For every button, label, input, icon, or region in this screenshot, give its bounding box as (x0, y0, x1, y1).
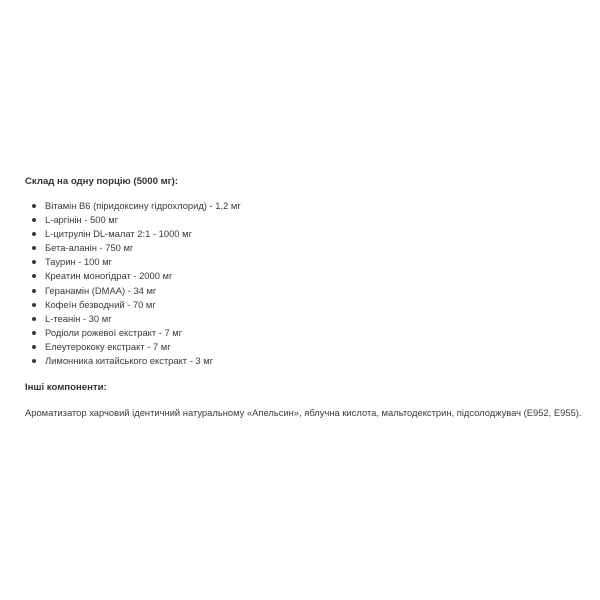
list-item (25, 227, 241, 241)
ingredient-text: Креатин моногідрат - 2000 мг (45, 270, 173, 282)
list-item (25, 241, 241, 255)
list-item (25, 354, 241, 368)
ingredient-text: Елеутерококу екстракт - 7 мг (45, 340, 171, 352)
list-item (25, 312, 241, 326)
ingredient-text: Вітамін В6 (піридоксину гідрохлорид) - 1,2 мг (45, 200, 241, 211)
ingredient-text: L-теанін - 30 мг (45, 312, 112, 324)
bullet-icon (32, 246, 36, 250)
list-item (25, 255, 241, 269)
ingredient-text: L-цитрулін DL-малат 2:1 - 1000 мг (45, 228, 192, 240)
bullet-icon (32, 218, 36, 222)
ingredient-text: Бета-аланін - 750 мг (45, 242, 134, 254)
bullet-icon (32, 289, 36, 293)
list-item (25, 298, 241, 312)
other-components-heading: Інші компоненти: (25, 382, 107, 393)
list-item (25, 199, 241, 213)
bullet-icon (32, 303, 36, 307)
bullet-icon (32, 317, 36, 321)
bullet-icon (32, 274, 36, 278)
ingredient-list (25, 199, 241, 368)
bullet-icon (32, 331, 36, 335)
list-item (25, 284, 241, 298)
ingredient-text: Кофеїн безводний - 70 мг (45, 298, 156, 310)
ingredient-text: Лимонника китайського екстракт - 3 мг (45, 355, 214, 367)
list-item (25, 340, 241, 354)
bullet-icon (32, 232, 36, 236)
composition-heading: Склад на одну порцію (5000 мг): (25, 176, 179, 187)
bullet-icon (32, 359, 36, 363)
ingredient-text: L-аргінін - 500 мг (45, 214, 119, 226)
other-components-text: Ароматизатор харчовий ідентичний натуральному «Апельсин», яблучна кислота, мальтодекстрин, підсолоджувач (Е952, Е955). (25, 407, 582, 418)
bullet-icon (32, 345, 36, 349)
list-item (25, 269, 241, 283)
list-item (25, 213, 241, 227)
list-item (25, 326, 241, 340)
bullet-icon (32, 204, 36, 208)
ingredient-text: Родіоли рожевої екстракт - 7 мг (45, 326, 183, 338)
ingredient-text: Таурин - 100 мг (45, 256, 113, 268)
ingredient-text: Геранамін (DMAA) - 34 мг (45, 284, 157, 296)
bullet-icon (32, 260, 36, 264)
